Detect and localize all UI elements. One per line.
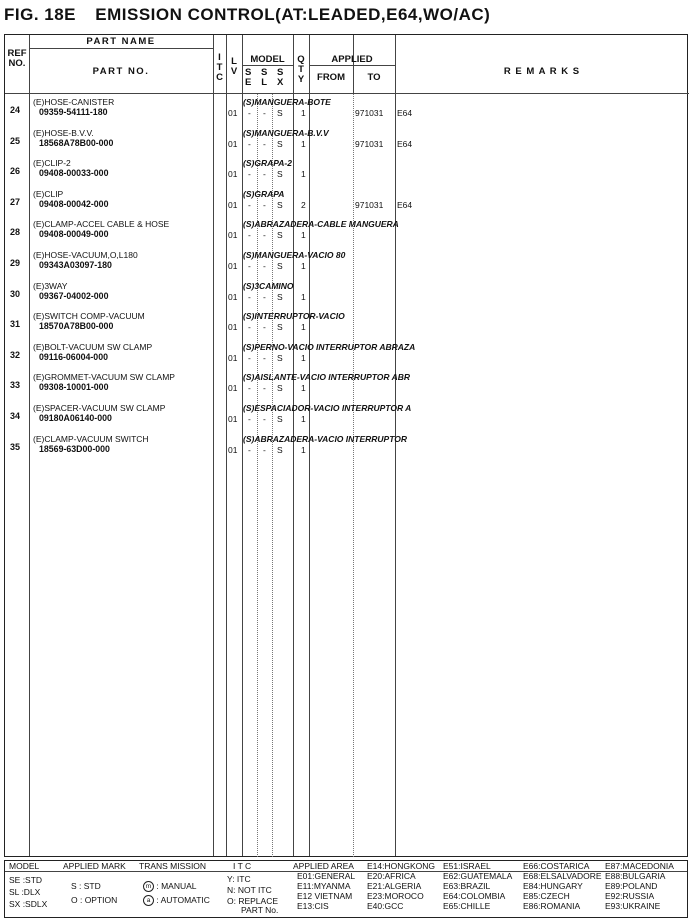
spanish-part-name: (S)AISLANTE-VACIO INTERRUPTOR ABR [243,372,411,383]
ref-number: 28 [9,227,20,238]
legend-itc-n: N: NOT ITC [227,885,272,895]
table-row [5,189,689,219]
spanish-part-name: (S)3CAMINO [243,280,294,291]
model-se-value: - [248,138,251,149]
ref-number: 26 [9,166,20,177]
part-number: 18570A78B00-000 [39,321,114,332]
header-rule [29,48,213,49]
quantity: 1 [301,261,306,271]
spanish-part-name: (S)INTERRUPTOR-VACIO [243,311,345,322]
model-sl-value: - [263,108,266,118]
model-se-value: - [248,383,251,394]
part-no-header: PART NO. [92,66,150,77]
spanish-part-name: (S)MANGUERA-VACIO 80 [243,250,346,260]
model-sl-value: - [263,138,266,149]
remarks-value: E64 [397,138,413,149]
model-sx-value: S [277,261,283,271]
quantity: 1 [301,444,306,455]
part-name: (E)HOSE-CANISTER [33,97,115,107]
spanish-part-name: (S)MANGUERA-BOTE [243,97,331,107]
model-se-value: - [248,169,251,180]
legend-area-col1: E01:GENERAL E11:MYANMA E12 VIETNAM E13:CIS [297,871,356,911]
level-value: 01 [228,352,238,363]
part-name-header: PART NAME [86,36,156,47]
model-sl-value: - [263,169,266,180]
legend-trans-header: TRANS MISSION [139,861,207,871]
model-sx-value: S [277,138,283,149]
model-sx-value: S [277,108,283,118]
legend-model-sx: SX :SDLX [9,899,48,909]
legend-model-sl: SL :DLX [9,887,41,897]
level-value: 01 [228,383,238,394]
part-name: (E)CLAMP-VACUUM SWITCH [33,433,149,444]
model-sub-sx: S X [277,67,284,88]
legend-trans-auto: a : AUTOMATIC [143,895,210,906]
remarks-value: E64 [397,108,413,118]
part-name: (E)GROMMET-VACUUM SW CLAMP [33,372,175,383]
ref-number: 34 [9,411,20,421]
ref-number: 31 [9,319,20,330]
part-name: (E)CLIP-2 [33,158,71,169]
model-sl-value: - [263,230,266,241]
level-value: 01 [228,108,238,118]
level-value: 01 [228,444,238,455]
part-name: (E)3WAY [33,280,68,291]
part-name: (E)BOLT-VACUUM SW CLAMP [33,341,153,352]
part-number: 09308-10001-000 [39,382,109,393]
model-se-value: - [248,352,251,363]
model-sx-value: S [277,199,283,210]
part-name: (E)SWITCH COMP-VACUUM [33,311,145,322]
legend-area-col4: E66:COSTARICA E68:ELSALVADORE E84:HUNGARY E85:CZECH E86:ROMANIA [523,861,602,911]
model-sl-value: - [263,291,266,302]
applied-header: APPLIED [331,54,373,65]
model-header: MODEL [250,54,285,65]
part-name: (E)SPACER-VACUUM SW CLAMP [33,403,166,413]
legend-area-col2: E14:HONGKONG E20:AFRICA E21:ALGERIA E23:MOROCO E40:GCC [367,861,436,911]
part-number: 09116-06004-000 [39,351,108,362]
model-sx-value: S [277,414,283,424]
table-row [5,97,689,127]
header-rule [309,65,395,66]
part-number: 18568A78B00-000 [39,137,114,148]
table-row [5,158,689,188]
to-header: TO [367,72,381,83]
model-sx-value: S [277,230,283,241]
quantity: 1 [301,291,306,302]
model-sx-value: S [277,291,283,302]
legend-area-header: APPLIED AREA [293,861,354,871]
level-value: 01 [228,199,238,210]
level-value: 01 [228,230,238,241]
ref-number: 33 [9,380,20,391]
legend-area-col3: E51:ISRAEL E62:GUATEMALA E63:BRAZIL E64:COLOMBIA E65:CHILLE [443,861,513,911]
ref-number: 32 [9,349,20,360]
part-number: 09343A03097-180 [39,260,112,270]
level-value: 01 [228,414,238,424]
part-number: 09408-00049-000 [39,229,109,240]
model-sl-value: - [263,199,266,210]
table-row [5,372,689,402]
quantity: 1 [301,230,306,241]
legend-area-col5: E87:MACEDONIA E88:BULGARIA E89:POLAND E92:RUSSIA E93:UKRAINE [605,861,674,911]
ref-number: 35 [9,441,20,452]
remarks-value: E64 [397,199,413,210]
page-title [4,5,490,25]
level-value: 01 [228,138,238,149]
spanish-part-name: (S)ABRAZADERA-CABLE MANGUERA [243,219,399,230]
itc-header: I T C [216,52,223,83]
automatic-symbol-icon: a [143,895,154,906]
model-se-value: - [248,261,251,271]
figure-number: FIG. 18E [4,5,77,24]
model-se-value: - [248,322,251,333]
header-bottom-rule [5,93,689,94]
manual-symbol-icon: m [143,881,154,892]
legend-model-se: SE :STD [9,875,43,885]
level-value: 01 [228,322,238,333]
quantity: 1 [301,169,306,180]
figure-title: EMISSION CONTROL(AT:LEADED,E64,WO/AC) [95,5,491,24]
quantity: 2 [301,199,306,210]
table-row [5,250,689,280]
header-rule [242,65,293,66]
applied-to-date: 971031 [355,138,384,149]
part-name: (E)CLAMP-ACCEL CABLE & HOSE [33,219,170,230]
quantity: 1 [301,108,306,118]
ref-number: 30 [9,288,20,299]
model-sl-value: - [263,352,266,363]
table-row [5,434,689,464]
model-sl-value: - [263,383,266,394]
applied-to-date: 971031 [355,199,384,210]
spanish-part-name: (S)GRAPA-2 [243,158,292,169]
quantity: 1 [301,322,306,333]
level-value: 01 [228,169,238,180]
quantity: 1 [301,352,306,363]
model-sx-value: S [277,322,283,333]
model-sub-sl: S L [261,67,268,88]
legend-itc-y: Y: ITC [227,874,251,884]
model-sx-value: S [277,352,283,363]
applied-to-date: 971031 [355,108,384,118]
ref-header: REF NO. [7,48,27,69]
ref-number: 29 [9,258,20,268]
model-sl-value: - [263,322,266,333]
model-se-value: - [248,444,251,455]
ref-number: 24 [9,105,20,115]
ref-number: 27 [9,196,20,207]
part-name: (E)CLIP [33,188,64,199]
spanish-part-name: (S)ABRAZADERA-VACIO INTERRUPTOR [243,433,408,444]
model-sl-value: - [263,414,266,424]
lv-header: L V [230,56,238,77]
from-header: FROM [317,72,345,83]
table-row [5,128,689,158]
parts-table [4,34,688,857]
part-name: (E)HOSE-B.V.V. [33,127,94,138]
legend-model-header: MODEL [9,861,40,871]
spanish-part-name: (S)PERNO-VACIO INTERRUPTOR ABRAZA [243,341,416,352]
remarks-header: R E M A R K S [503,66,581,77]
spanish-part-name: (S)MANGUERA-B.V.V [243,127,329,138]
spanish-part-name: (S)GRAPA [243,188,285,199]
model-se-value: - [248,414,251,424]
legend-box [4,860,688,918]
quantity: 1 [301,138,306,149]
model-sx-value: S [277,169,283,180]
model-sx-value: S [277,383,283,394]
model-se-value: - [248,230,251,241]
model-se-value: - [248,199,251,210]
table-row [5,403,689,433]
legend-trans-manual: m : MANUAL [143,881,197,892]
model-se-value: - [248,291,251,302]
table-row [5,342,689,372]
legend-mark-std: S : STD [71,881,101,891]
legend-itc-partno: PART No. [241,905,279,915]
legend-itc-header: I T C [233,861,252,871]
quantity: 1 [301,383,306,394]
qty-header: Q T Y [297,54,305,85]
model-sub-se: S E [245,67,252,88]
model-sl-value: - [263,444,266,455]
legend-itc-o: O: REPLACE [227,896,279,906]
part-number: 09408-00042-000 [39,198,109,209]
part-number: 09367-04002-000 [39,290,109,301]
model-sl-value: - [263,261,266,271]
legend-mark-option: O : OPTION [71,895,118,905]
part-number: 09408-00033-000 [39,168,109,179]
legend-mark-header: APPLIED MARK [63,861,126,871]
model-se-value: - [248,108,251,118]
model-sx-value: S [277,444,283,455]
ref-number: 25 [9,135,20,146]
level-value: 01 [228,291,238,302]
part-name: (E)HOSE-VACUUM,O,L180 [33,250,138,260]
part-number: 09359-54111-180 [39,107,108,117]
part-number: 18569-63D00-000 [39,443,110,454]
table-row [5,281,689,311]
part-number: 09180A06140-000 [39,413,112,423]
table-row [5,219,689,249]
spanish-part-name: (S)ESPACIADOR-VACIO INTERRUPTOR A [243,403,412,413]
quantity: 1 [301,414,306,424]
level-value: 01 [228,261,238,271]
table-row [5,311,689,341]
